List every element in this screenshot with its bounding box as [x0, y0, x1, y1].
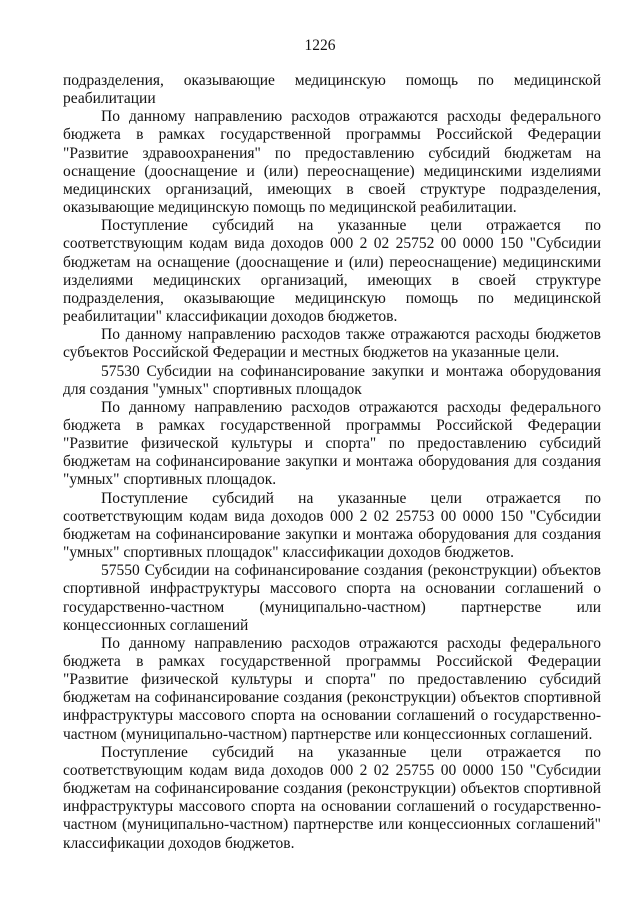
- document-body: [63, 72, 601, 853]
- paragraph-2: По данному направлению расходов отражаются расходы федерального бюджета в рамках государственной программы Российской Федерации "Развитие здравоохранения" по предоставлению субсидий бюджетам на оснащение (дооснащение и (или) переоснащение) медицинскими изделиями медицинских организаций, имеющих в своей структуре подразделения, оказывающие медицинскую помощь по медицинской реабилитации.: [63, 108, 601, 217]
- paragraph-7: Поступление субсидий на указанные цели отражается по соответствующим кодам вида доходов 000 2 02 25753 00 0000 150 "Субсидии бюджетам на софинансирование закупки и монтажа оборудования для создания "умных" спортивных площадок" классификации доходов бюджетов.: [63, 489, 601, 562]
- paragraph-4: По данному направлению расходов также отражаются расходы бюджетов субъектов Российской Федерации и местных бюджетов на указанные цели.: [63, 326, 601, 362]
- paragraph-3: Поступление субсидий на указанные цели отражается по соответствующим кодам вида доходов 000 2 02 25752 00 0000 150 "Субсидии бюджетам на оснащение (дооснащение и (или) переоснащение) медицинскими изделиями медицинских организаций, имеющих в своей структуре подразделения, оказывающие медицинскую помощь по медицинской реабилитации" классификации доходов бюджетов.: [63, 217, 601, 326]
- page-number: 1226: [304, 37, 336, 54]
- section-heading-57530: 57530 Субсидии на софинансирование закупки и монтажа оборудования для создания "умных" спортивных площадок: [63, 362, 601, 398]
- paragraph-9: По данному направлению расходов отражаются расходы федерального бюджета в рамках государственной программы Российской Федерации "Развитие физической культуры и спорта" по предоставлению субсидий бюджетам на софинансирование создания (реконструкции) объектов спортивной инфраструктуры массового спорта на основании соглашений о государственно-частном (муниципально-частном) партнерстве или концессионных соглашений.: [63, 634, 601, 743]
- paragraph-1: подразделения, оказывающие медицинскую помощь по медицинской реабилитации: [63, 72, 601, 108]
- paragraph-10: Поступление субсидий на указанные цели отражается по соответствующим кодам вида доходов 000 2 02 25755 00 0000 150 "Субсидии бюджетам на софинансирование создания (реконструкции) объектов спортивной инфраструктуры массового спорта на основании соглашений о государственно-частном (муниципально-частном) партнерстве или концессионных соглашений" классификации доходов бюджетов.: [63, 743, 601, 852]
- paragraph-6: По данному направлению расходов отражаются расходы федерального бюджета в рамках государственной программы Российской Федерации "Развитие физической культуры и спорта" по предоставлению субсидий бюджетам на софинансирование закупки и монтажа оборудования для создания "умных" спортивных площадок.: [63, 398, 601, 489]
- section-heading-57550: 57550 Субсидии на софинансирование создания (реконструкции) объектов спортивной инфраструктуры массового спорта на основании соглашений о государственно-частном (муниципально-частном) партнерстве или концессионных соглашений: [63, 562, 601, 634]
